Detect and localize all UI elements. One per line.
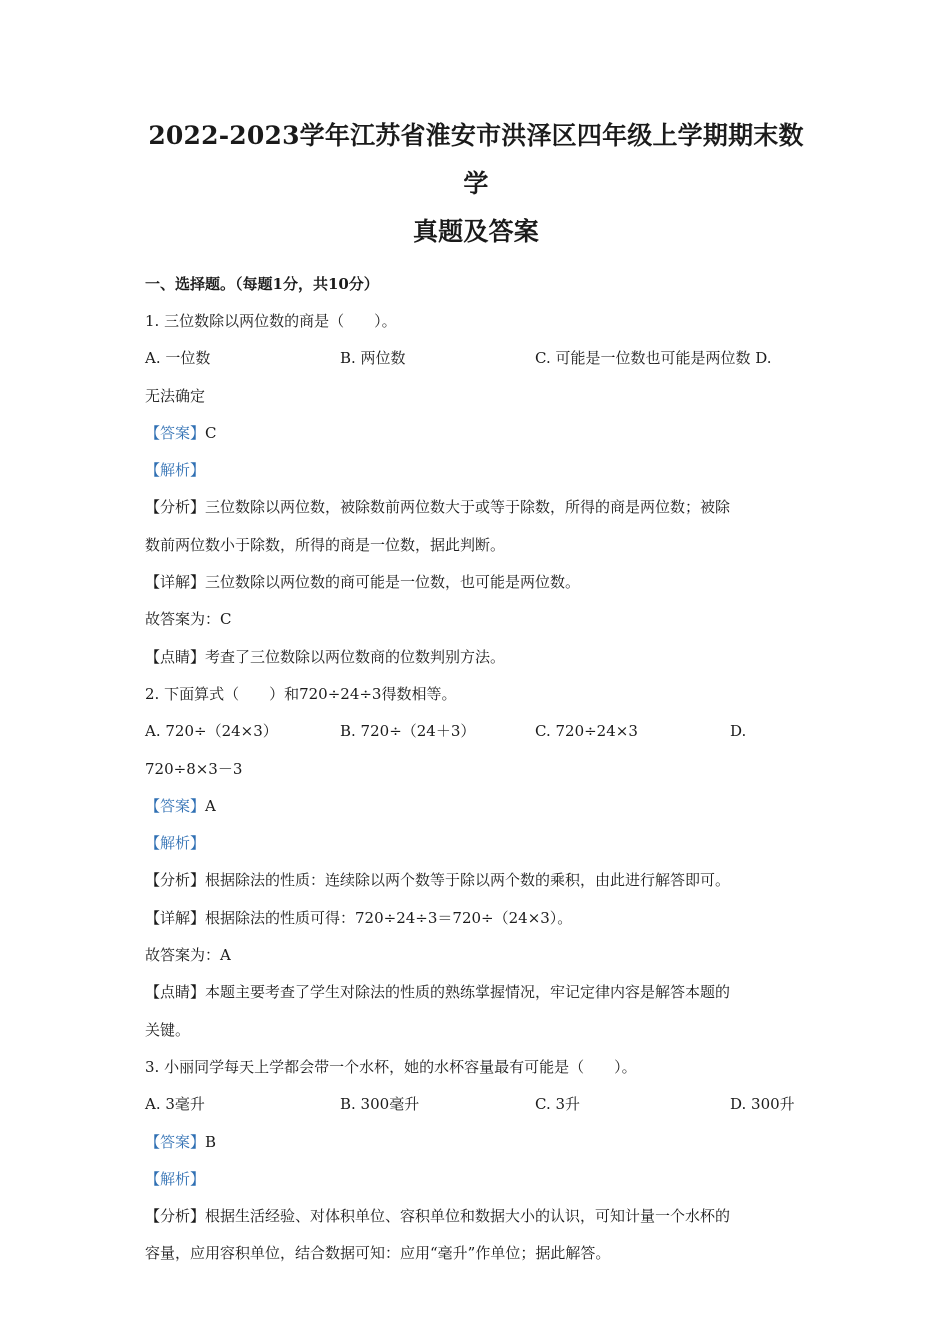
analysis-heading — [145, 452, 807, 489]
question-options — [145, 340, 807, 377]
final-answer-line: 故答案为：A — [145, 946, 231, 965]
question-stem: 2. 下面算式（ ）和720÷24÷3得数相等。 — [145, 684, 457, 703]
question-options — [145, 1086, 807, 1123]
question-3 — [145, 1049, 807, 1273]
answer-line — [145, 415, 807, 452]
final-answer-line: 故答案为：C — [145, 610, 232, 629]
fenxi-line-1 — [145, 489, 807, 526]
analysis-heading — [145, 825, 807, 862]
fenxi-text: 三位数除以两位数，被除数前两位数大于或等于除数，所得的商是两位数；被除 — [205, 498, 731, 517]
question-options — [145, 713, 807, 750]
option-a: A. 720÷（24×3） — [145, 722, 278, 741]
fenxi-tag: 【分析】 — [145, 1207, 206, 1226]
fenxi-text: 根据生活经验、对体积单位、容积单位和数据大小的认识，可知计量一个水杯的 — [205, 1207, 731, 1226]
section-heading: 一、选择题。（每题1分，共10分） — [145, 275, 379, 293]
fenxi-tag: 【分析】 — [145, 498, 206, 517]
title-line-1: 2022-2023学年江苏省淮安市洪泽区四年级上学期期末数学 — [148, 121, 804, 198]
xiangjie-tag: 【详解】 — [145, 573, 206, 592]
answer-tag: 【答案】 — [145, 796, 206, 815]
answer-line — [145, 1124, 807, 1161]
answer-value: A — [205, 796, 216, 815]
dianjing-text: 本题主要考查了学生对除法的性质的熟练掌握情况，牢记定律内容是解答本题的 — [205, 983, 731, 1002]
xiangjie-line — [145, 564, 807, 601]
answer-tag: 【答案】 — [145, 1132, 206, 1151]
fenxi-line-2: 数前两位数小于除数，所得的商是一位数，据此判断。 — [145, 535, 506, 554]
answer-tag: 【答案】 — [145, 423, 206, 442]
question-stem: 1. 三位数除以两位数的商是（ ）。 — [145, 312, 397, 330]
option-b: B. 300毫升 — [340, 1095, 420, 1114]
analysis-heading — [145, 1161, 807, 1198]
fenxi-line — [145, 862, 807, 899]
dianjing-line — [145, 639, 807, 676]
option-d: D. — [730, 722, 747, 741]
title-line-2: 真题及答案 — [412, 217, 539, 246]
question-stem: 3. 小丽同学每天上学都会带一个水杯，她的水杯容量最有可能是（ ）。 — [145, 1057, 637, 1076]
analysis-tag: 【解析】 — [145, 461, 206, 480]
fenxi-text: 根据除法的性质：连续除以两个数等于除以两个数的乘积，由此进行解答即可。 — [205, 871, 731, 890]
analysis-tag: 【解析】 — [145, 1169, 206, 1188]
option-a: A. 一位数 — [145, 349, 211, 368]
option-c: C. 3升 — [535, 1095, 581, 1114]
option-d-continued: 720÷8×3－3 — [145, 759, 243, 778]
analysis-tag: 【解析】 — [145, 834, 206, 853]
question-2 — [145, 676, 807, 1049]
option-b: B. 720÷（24＋3） — [340, 722, 476, 741]
fenxi-line-1 — [145, 1198, 807, 1235]
option-c: C. 可能是一位数也可能是两位数 D. — [535, 349, 772, 368]
answer-value: B — [205, 1132, 217, 1151]
option-a: A. 3毫升 — [145, 1095, 205, 1114]
fenxi-line-2: 容量，应用容积单位，结合数据可知：应用“毫升”作单位；据此解答。 — [145, 1244, 611, 1263]
document-title — [145, 112, 807, 256]
option-b: B. 两位数 — [340, 349, 406, 368]
xiangjie-tag: 【详解】 — [145, 908, 206, 927]
dianjing-tag: 【点睛】 — [145, 647, 206, 666]
fenxi-tag: 【分析】 — [145, 871, 206, 890]
answer-line — [145, 788, 807, 825]
dianjing-line-2: 关键。 — [145, 1020, 191, 1039]
dianjing-text: 考查了三位数除以两位数商的位数判别方法。 — [205, 647, 506, 666]
option-c: C. 720÷24×3 — [535, 722, 638, 741]
xiangjie-text: 三位数除以两位数的商可能是一位数，也可能是两位数。 — [205, 573, 581, 592]
answer-value: C — [205, 423, 217, 442]
option-d: D. 300升 — [730, 1095, 795, 1114]
xiangjie-text: 根据除法的性质可得：720÷24÷3＝720÷（24×3）。 — [205, 908, 573, 927]
xiangjie-line — [145, 900, 807, 937]
dianjing-line-1 — [145, 974, 807, 1011]
dianjing-tag: 【点睛】 — [145, 983, 206, 1002]
question-1 — [145, 303, 807, 676]
option-d-continued: 无法确定 — [145, 386, 206, 405]
